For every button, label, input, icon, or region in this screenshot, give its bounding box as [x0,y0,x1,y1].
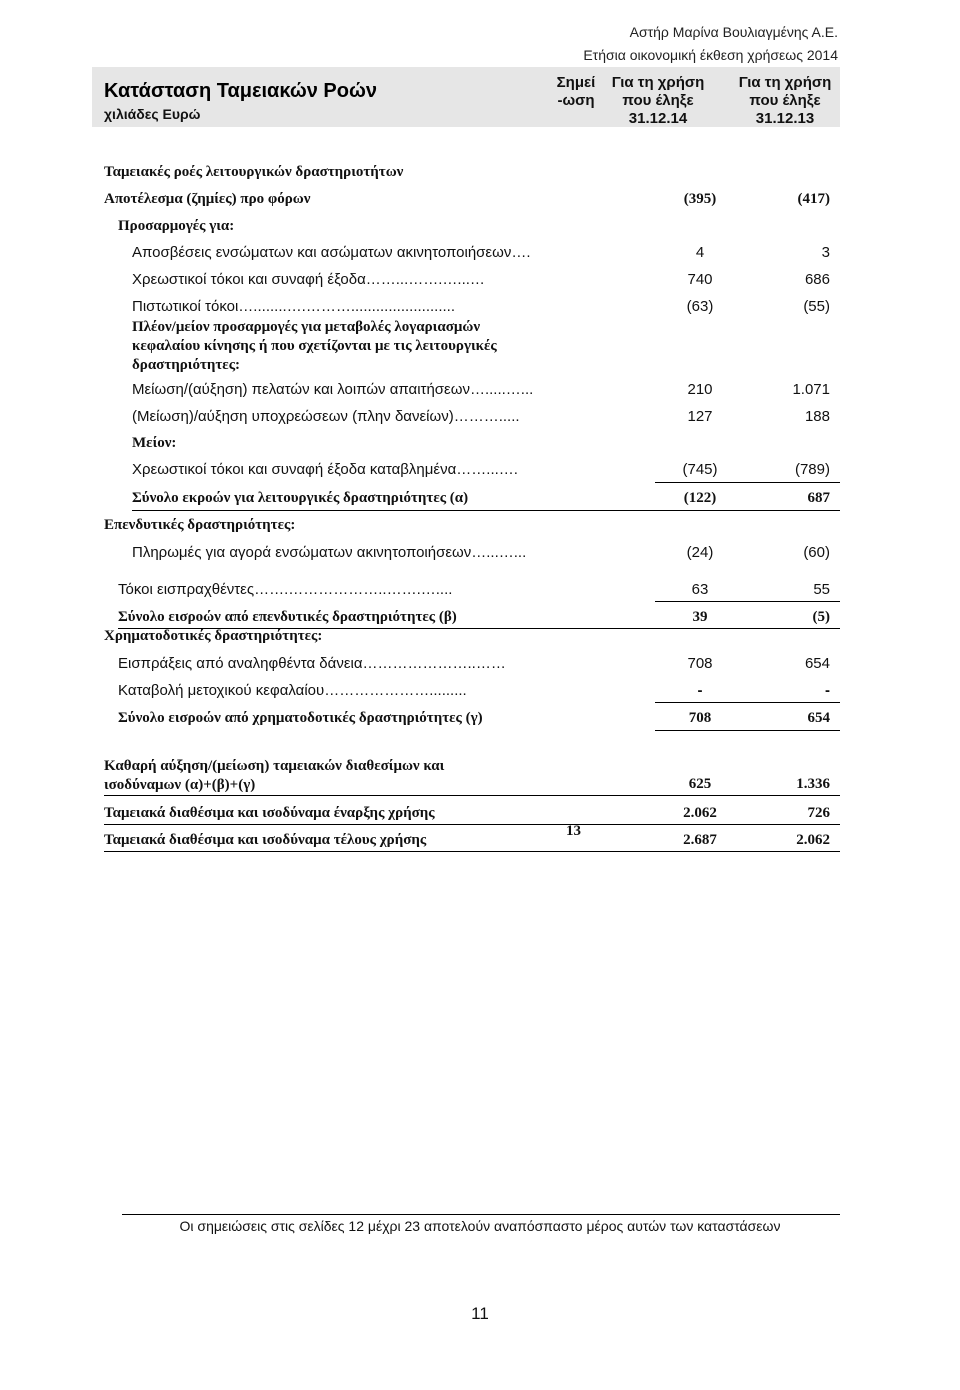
net-change-2013: 1.336 [796,776,830,792]
statement-title: Κατάσταση Ταμειακών Ροών [104,80,377,102]
footer-note: Οι σημειώσεις στις σελίδες 12 μέχρι 23 αποτελούν αναπόσπαστο μέρος αυτών των καταστάσεων [179,1218,781,1234]
column-header-2014: Για τη χρήση που έληξε 31.12.14 [611,74,705,127]
net-change-label: Καθαρή αύξηση/(μείωση) ταμειακών διαθεσίμων και ισοδύναμων (α)+(β)+(γ) [104,758,445,793]
rule-before-fin-total [655,702,840,703]
company-name: Αστήρ Μαρίνα Βουλιαγμένης Α.Ε. [629,24,838,40]
financing-heading: Χρηματοδοτικές δραστηριότητες: [104,628,323,644]
investing-heading: Επενδυτικές δραστηριότητες: [104,517,296,533]
rule-after-opening [104,824,840,825]
statement-units: χιλιάδες Ευρώ [104,106,201,122]
working-capital-heading: Πλέον/μείον προσαρμογές για μεταβολές λογαριασμών κεφαλαίου κίνησης ή που σχετίζονται με τις λειτουργικές δραστηριότητες: [132,319,497,373]
rule-after-closing [104,851,840,852]
note-column-header: Σημεί -ωση [556,74,596,109]
rule-before-inv-total [655,601,840,602]
note-reference: 13 [566,823,581,839]
column-header-2013: Για τη χρήση που έληξε 31.12.13 [738,74,832,127]
rule-after-net [104,795,840,796]
less-heading: Μείον: [132,435,177,451]
operating-heading: Ταμειακές ροές λειτουργικών δραστηριοτήτων [104,164,404,180]
net-change-2014: 625 [688,776,712,792]
rule-before-op-total [655,482,840,483]
page-number: 11 [471,1304,489,1323]
adjustments-heading: Προσαρμογές για: [118,218,235,234]
rule-after-op-total [132,510,840,511]
rule-after-fin-total [655,730,840,731]
footer-rule [122,1214,840,1215]
report-name: Ετήσια οικονομική έκθεση χρήσεως 2014 [583,47,838,63]
